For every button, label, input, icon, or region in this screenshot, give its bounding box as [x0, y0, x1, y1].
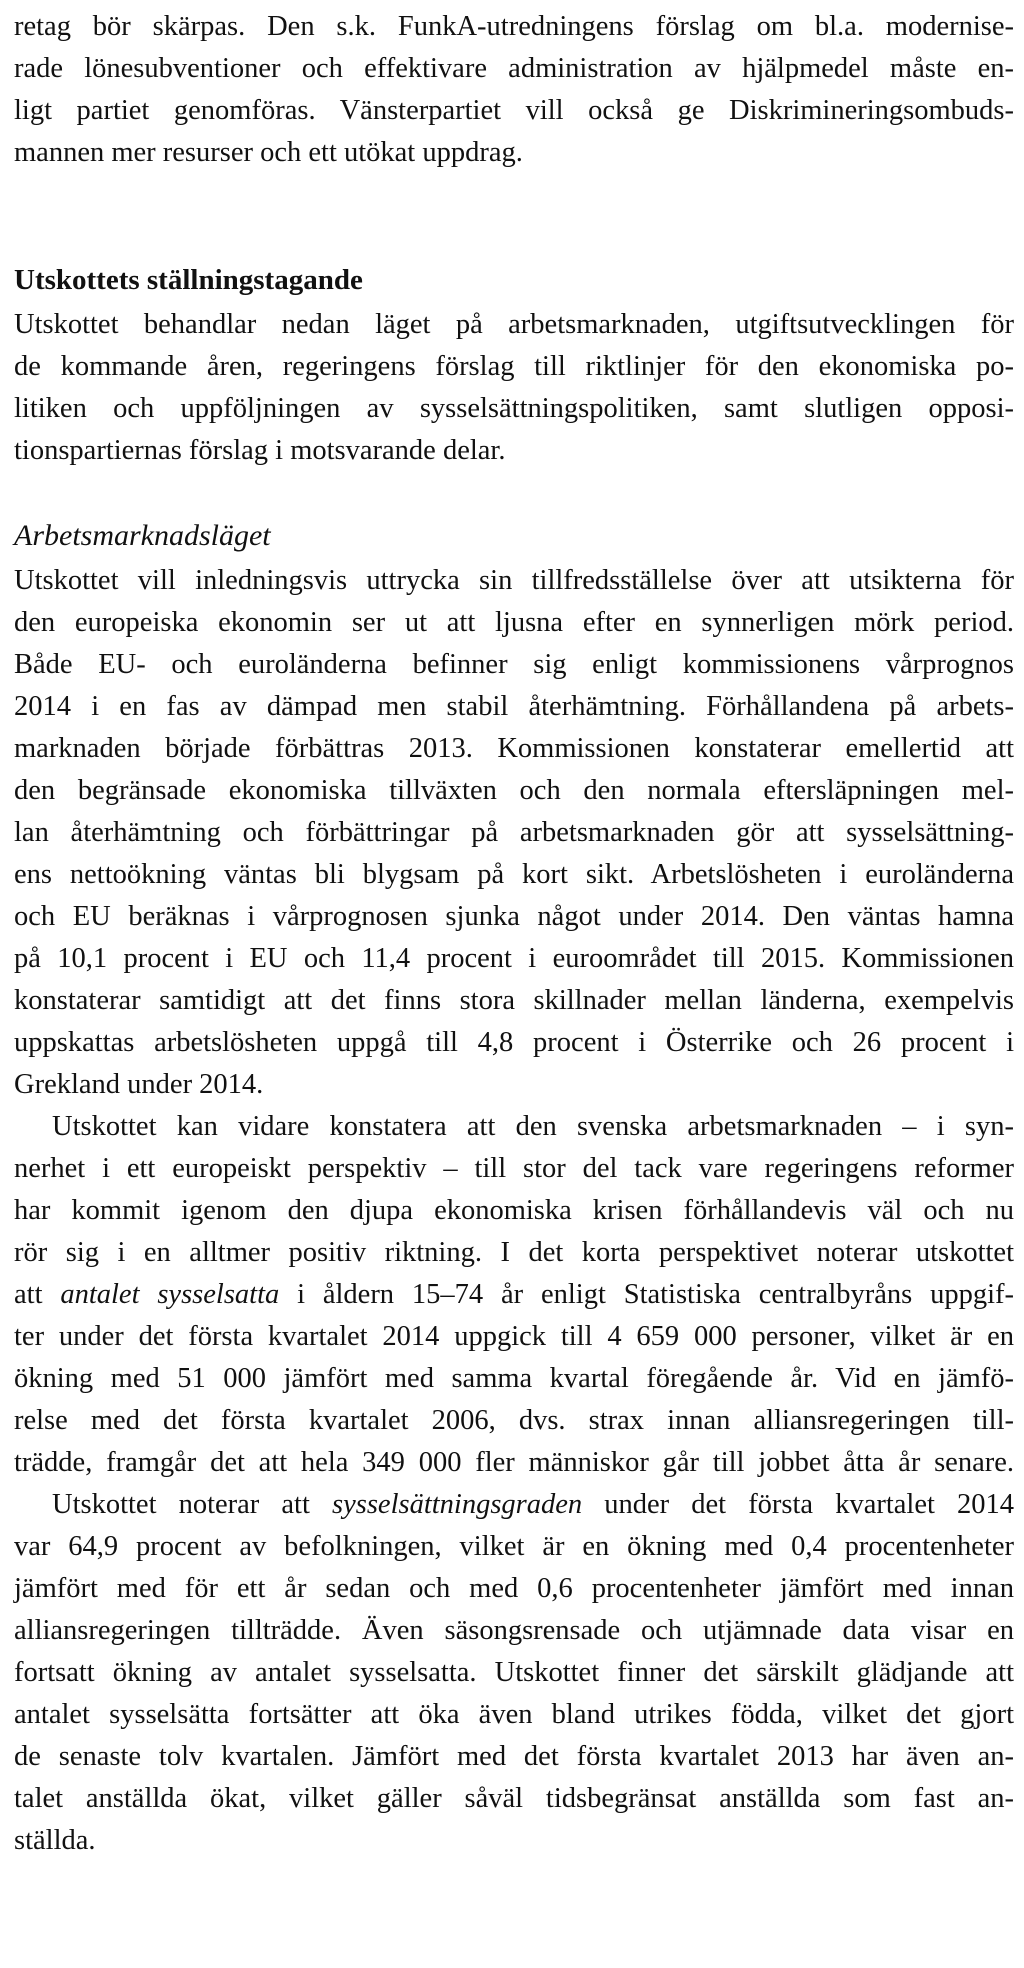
- text-line: ens nettoökning väntas bli blygsam på kort sikt. Arbetslösheten i euroländerna: [14, 859, 1014, 890]
- text-line: rör sig i en alltmer positiv riktning. I det korta perspektivet noterar utskottet: [14, 1237, 1014, 1268]
- emphasized-term: antalet sysselsatta: [60, 1279, 280, 1310]
- text-line: Utskottet behandlar nedan läget på arbetsmarknaden, utgiftsutvecklingen för: [14, 309, 1014, 340]
- paragraph-1: [14, 560, 1014, 1106]
- text-line: konstaterar samtidigt att det finns stora skillnader mellan länderna, exempelvis: [14, 985, 1014, 1016]
- text-line: marknaden började förbättras 2013. Kommissionen konstaterar emellertid att: [14, 733, 1014, 764]
- text-line: uppskattas arbetslösheten uppgå till 4,8 procent i Österrike och 26 procent i: [14, 1027, 1014, 1058]
- text-run: i åldern 15–74 år enligt Statistiska centralbyråns uppgif-: [279, 1279, 1014, 1310]
- section-heading: Utskottets ställningstagande: [14, 264, 363, 296]
- text-line: Utskottet vill inledningsvis uttrycka sin tillfredsställelse över att utsikterna för: [14, 565, 1014, 596]
- text-line: trädde, framgår det att hela 349 000 fler människor går till jobbet åtta år senare.: [14, 1447, 1014, 1478]
- text-line: den begränsade ekonomiska tillväxten och den normala eftersläpningen mel-: [14, 775, 1014, 806]
- text-line: mannen mer resurser och ett utökat uppdrag.: [14, 137, 523, 168]
- text-line: relse med det första kvartalet 2006, dvs. strax innan alliansregeringen till-: [14, 1405, 1014, 1436]
- text-line: och EU beräknas i vårprognosen sjunka något under 2014. Den väntas hamna: [14, 901, 1014, 932]
- text-line: jämfört med för ett år sedan och med 0,6 procentenheter jämfört med innan: [14, 1573, 1014, 1604]
- paragraph-2: [14, 1106, 1014, 1484]
- spacer: [14, 472, 1014, 512]
- text-line: 2014 i en fas av dämpad men stabil återhämtning. Förhållandena på arbets-: [14, 691, 1014, 722]
- text-line: [14, 1274, 1014, 1316]
- text-line: ställda.: [14, 1825, 96, 1856]
- text-line: rade lönesubventioner och effektivare administration av hjälpmedel måste en-: [14, 53, 1014, 84]
- text-line: ökning med 51 000 jämfört med samma kvartal föregående år. Vid en jämfö-: [14, 1363, 1014, 1394]
- document-page: [14, 6, 1014, 1862]
- emphasized-term: sysselsättningsgraden: [332, 1489, 583, 1520]
- text-line: alliansregeringen tillträdde. Även säsongsrensade och utjämnade data visar en: [14, 1615, 1014, 1646]
- text-line: var 64,9 procent av befolkningen, vilket är en ökning med 0,4 procentenheter: [14, 1531, 1014, 1562]
- text-line: har kommit igenom den djupa ekonomiska krisen förhållandevis väl och nu: [14, 1195, 1014, 1226]
- intro-paragraph: [14, 6, 1014, 174]
- text-line: ter under det första kvartalet 2014 uppgick till 4 659 000 personer, vilket är en: [14, 1321, 1014, 1352]
- text-run: Utskottet noterar att: [52, 1489, 332, 1520]
- text-line: [14, 1484, 1014, 1526]
- text-line: retag bör skärpas. Den s.k. FunkA-utredningens förslag om bl.a. modernise-: [14, 11, 1014, 42]
- text-run: att: [14, 1279, 61, 1310]
- section-paragraph: [14, 304, 1014, 472]
- text-line: Grekland under 2014.: [14, 1069, 264, 1100]
- text-line: de senaste tolv kvartalen. Jämfört med det första kvartalet 2013 har även an-: [14, 1741, 1014, 1772]
- text-line: tionspartiernas förslag i motsvarande delar.: [14, 435, 506, 466]
- text-line: på 10,1 procent i EU och 11,4 procent i euroområdet till 2015. Kommissionen: [14, 943, 1014, 974]
- text-line: nerhet i ett europeiskt perspektiv – till stor del tack vare regeringens reformer: [14, 1153, 1014, 1184]
- text-line: Utskottet kan vidare konstatera att den svenska arbetsmarknaden – i syn-: [52, 1111, 1014, 1142]
- text-line: ligt partiet genomföras. Vänsterpartiet vill också ge Diskrimineringsombuds-: [14, 95, 1014, 126]
- subsection-heading: Arbetsmarknadsläget: [14, 519, 271, 552]
- paragraph-3: [14, 1484, 1014, 1862]
- text-line: talet anställda ökat, vilket gäller såväl tidsbegränsat anställda som fast an-: [14, 1783, 1014, 1814]
- text-line: antalet sysselsätta fortsätter att öka även bland utrikes födda, vilket det gjort: [14, 1699, 1014, 1730]
- text-line: litiken och uppföljningen av sysselsättningspolitiken, samt slutligen opposi-: [14, 393, 1014, 424]
- text-run: under det första kvartalet 2014: [582, 1489, 1014, 1520]
- text-line: den europeiska ekonomin ser ut att ljusna efter en synnerligen mörk period.: [14, 607, 1014, 638]
- spacer: [14, 174, 1014, 256]
- text-line: lan återhämtning och förbättringar på arbetsmarknaden gör att sysselsättning-: [14, 817, 1014, 848]
- text-line: Både EU- och euroländerna befinner sig enligt kommissionens vårprognos: [14, 649, 1014, 680]
- text-line: fortsatt ökning av antalet sysselsatta. Utskottet finner det särskilt glädjande att: [14, 1657, 1014, 1688]
- text-line: de kommande åren, regeringens förslag till riktlinjer för den ekonomiska po-: [14, 351, 1014, 382]
